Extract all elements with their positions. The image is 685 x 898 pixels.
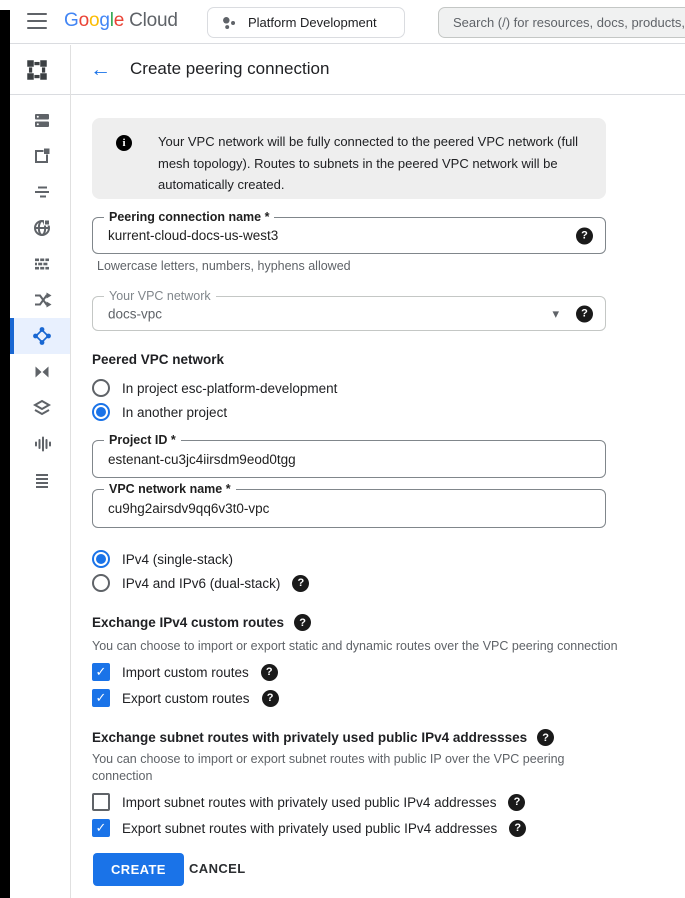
- radio-ipv4-ipv6-dual-stack[interactable]: IPv4 and IPv6 (dual-stack) ?: [92, 572, 309, 594]
- help-icon[interactable]: ?: [537, 729, 554, 746]
- sidebar-item-vpc-network-peering[interactable]: [10, 318, 70, 354]
- packet-mirroring-icon: [32, 434, 52, 454]
- help-icon[interactable]: ?: [508, 794, 525, 811]
- radio-another-project[interactable]: In another project: [92, 401, 227, 423]
- sidebar-divider: [70, 45, 71, 898]
- search-bar[interactable]: [438, 7, 685, 38]
- project-id-input[interactable]: [108, 441, 528, 477]
- routes-icon: [32, 290, 52, 310]
- help-icon[interactable]: ?: [292, 575, 309, 592]
- sidebar-item-packet-mirroring[interactable]: [10, 426, 70, 462]
- cloud-wordmark: Cloud: [129, 10, 178, 31]
- exchange-subnet-routes-heading: Exchange subnet routes with privately used public IPv4 addressses ?: [92, 729, 554, 746]
- project-icon: [220, 14, 238, 32]
- checkbox-export-custom-routes[interactable]: ✓ Export custom routes ?: [92, 687, 279, 709]
- checkbox-checked-icon[interactable]: ✓: [92, 689, 110, 707]
- checkbox-import-subnet-routes[interactable]: Import subnet routes with privately used public IPv4 addresses ?: [92, 791, 525, 813]
- help-icon[interactable]: ?: [509, 820, 526, 837]
- sidebar-item-network-lists[interactable]: [10, 462, 70, 498]
- vpc-networks-icon: [32, 110, 52, 130]
- vpc-network-peering-icon: [32, 326, 52, 346]
- help-icon[interactable]: ?: [576, 227, 593, 244]
- peering-name-input[interactable]: [108, 218, 528, 253]
- dropdown-arrow-icon[interactable]: ▾: [552, 305, 559, 321]
- checkbox-checked-icon[interactable]: ✓: [92, 819, 110, 837]
- your-vpc-network-value: docs-vpc: [108, 306, 163, 321]
- peering-name-label: Peering connection name *: [104, 209, 274, 226]
- exchange-subnet-routes-description: You can choose to import or export subnet routes with public IP over the VPC peering connection: [92, 752, 565, 783]
- search-input[interactable]: [439, 15, 685, 30]
- help-icon[interactable]: ?: [261, 664, 278, 681]
- peered-vpc-network-heading: Peered VPC network: [92, 352, 225, 367]
- sidebar-item-shared-vpc[interactable]: [10, 354, 70, 390]
- cancel-button[interactable]: CANCEL: [189, 861, 246, 876]
- page-header: [0, 45, 685, 95]
- checkbox-checked-icon[interactable]: ✓: [92, 663, 110, 681]
- exchange-custom-routes-description: You can choose to import or export static and dynamic routes over the VPC peering connection: [92, 639, 618, 653]
- radio-selected-icon[interactable]: [92, 403, 110, 421]
- project-id-label: Project ID *: [104, 432, 181, 449]
- shared-vpc-icon: [32, 362, 52, 382]
- vpc-sidebar: [10, 102, 70, 498]
- info-icon: i: [116, 135, 132, 151]
- window-edge-strip: [0, 10, 10, 898]
- back-arrow-icon[interactable]: ←: [90, 58, 111, 81]
- your-vpc-network-label: Your VPC network: [104, 288, 216, 305]
- google-cloud-logo: [64, 10, 178, 32]
- help-icon[interactable]: ?: [262, 690, 279, 707]
- exchange-custom-routes-heading: Exchange IPv4 custom routes ?: [92, 614, 311, 631]
- sidebar-item-bring-your-own-ip[interactable]: [10, 174, 70, 210]
- topbar: [0, 0, 685, 44]
- sidebar-item-firewall[interactable]: [10, 246, 70, 282]
- radio-unselected-icon[interactable]: [92, 574, 110, 592]
- sidebar-item-ip-addresses[interactable]: [10, 138, 70, 174]
- project-selector[interactable]: [207, 7, 405, 38]
- globe-icon: [32, 218, 52, 238]
- info-banner-text: Your VPC network will be fully connected to the peered VPC network (full mesh topology). Routes to subnets in the peered VPC network will be automatically created.: [158, 134, 579, 192]
- your-vpc-network-select[interactable]: [92, 289, 606, 331]
- ip-addresses-icon: [32, 146, 52, 166]
- checkbox-unchecked-icon[interactable]: [92, 793, 110, 811]
- info-banner: [92, 118, 606, 199]
- project-id-field[interactable]: [92, 433, 606, 478]
- radio-selected-icon[interactable]: [92, 550, 110, 568]
- page-title: Create peering connection: [130, 59, 330, 78]
- checkbox-import-custom-routes[interactable]: ✓ Import custom routes ?: [92, 661, 278, 683]
- help-icon[interactable]: ?: [576, 305, 593, 322]
- project-selector-label: Platform Development: [248, 15, 377, 30]
- vpc-network-name-field[interactable]: [92, 482, 606, 528]
- bring-your-own-ip-icon: [32, 182, 52, 202]
- serverless-vpc-access-icon: [32, 398, 52, 418]
- radio-in-project[interactable]: In project esc-platform-development: [92, 377, 337, 399]
- checkbox-export-subnet-routes[interactable]: ✓ Export subnet routes with privately used public IPv4 addresses ?: [92, 817, 526, 839]
- firewall-icon: [32, 254, 52, 274]
- help-icon[interactable]: ?: [294, 614, 311, 631]
- google-logo-wordmark: Google: [64, 10, 125, 31]
- sidebar-item-firewall-endpoints[interactable]: [10, 210, 70, 246]
- peering-name-helper-text: Lowercase letters, numbers, hyphens allowed: [97, 259, 351, 273]
- sidebar-item-routes[interactable]: [10, 282, 70, 318]
- peering-name-field[interactable]: [92, 210, 606, 254]
- sidebar-item-vpc-networks[interactable]: [10, 102, 70, 138]
- create-button[interactable]: CREATE: [93, 853, 184, 886]
- sidebar-item-serverless-vpc-access[interactable]: [10, 390, 70, 426]
- vpc-network-product-icon: [24, 57, 50, 83]
- menu-icon[interactable]: [27, 13, 47, 29]
- radio-ipv4-single-stack[interactable]: IPv4 (single-stack): [92, 548, 233, 570]
- list-icon: [32, 470, 52, 490]
- radio-unselected-icon[interactable]: [92, 379, 110, 397]
- vpc-network-name-label: VPC network name *: [104, 481, 236, 498]
- vpc-network-name-input[interactable]: [108, 490, 528, 527]
